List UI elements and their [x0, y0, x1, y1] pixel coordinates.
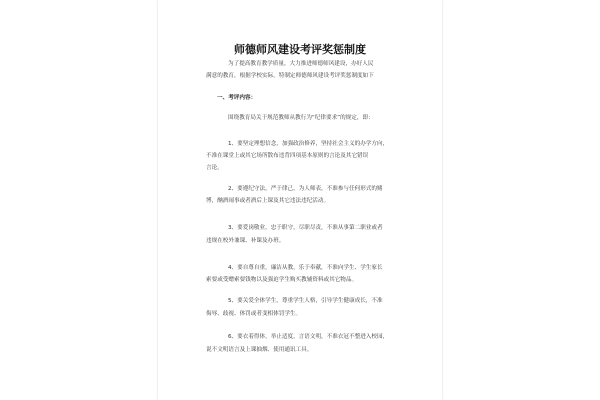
item-5-line-2: 侮辱、歧视、体罚或者变相体罚学生。: [206, 311, 302, 317]
item-1-line-2: 不准在课堂上或其它场所散布违背四项基本原则的言论及其它错误: [206, 153, 369, 159]
item-5-line-1: 5、要关爱全体学生，尊重学生人格，引导学生健康成长，不准: [228, 298, 383, 304]
item-6-line-1: 6、要衣着得体，举止适度，言语文明，不准衣冠不整进入校园，: [228, 334, 389, 340]
item-4-line-2: 索要或受赠索要钱物以及强迫学生购买教辅资料或其它物品。: [206, 277, 358, 283]
item-2-line-2: 博，酗酒闹事或者酒后上课及其它违法违纪活动。: [206, 198, 330, 204]
item-1-line-1: 1、要坚定理想信念，加强政治修养，坚持社会主义的办学方向，: [228, 141, 389, 147]
document-title: 师德师风建设考评奖惩制度: [234, 43, 366, 56]
item-6-line-2: 说不文明语言及上课抽烟、使用通讯工具。: [206, 347, 313, 353]
item-3-line-1: 3、要爱岗敬业，忠于职守，尽职尽责，不准从事第二职业或者: [228, 225, 383, 231]
document-page: [158, 0, 442, 400]
section-lead: 围绕教育局关于规范教师从教行为“纪律要求”的规定，即：: [228, 115, 374, 121]
section-heading: 一、考评内容：: [217, 95, 257, 101]
intro-line-1: 为了提高教育教学质量，大力推进师德师风建设，办好人民: [228, 61, 374, 67]
item-2-line-1: 2、要遵纪守法，严于律己，为人师表，不准参与任何形式的赌: [228, 186, 383, 192]
intro-line-2: 满意的教育，根据学校实际，特制定师德师风建设考评奖惩制度如下: [206, 73, 374, 79]
item-3-line-2: 违规在校外兼课、补课及办班。: [206, 238, 285, 244]
item-1-line-3: 言论。: [206, 165, 223, 171]
item-4-line-1: 4、要自尊自重，廉洁从教，乐于奉献，不准向学生、学生家长: [228, 265, 383, 271]
